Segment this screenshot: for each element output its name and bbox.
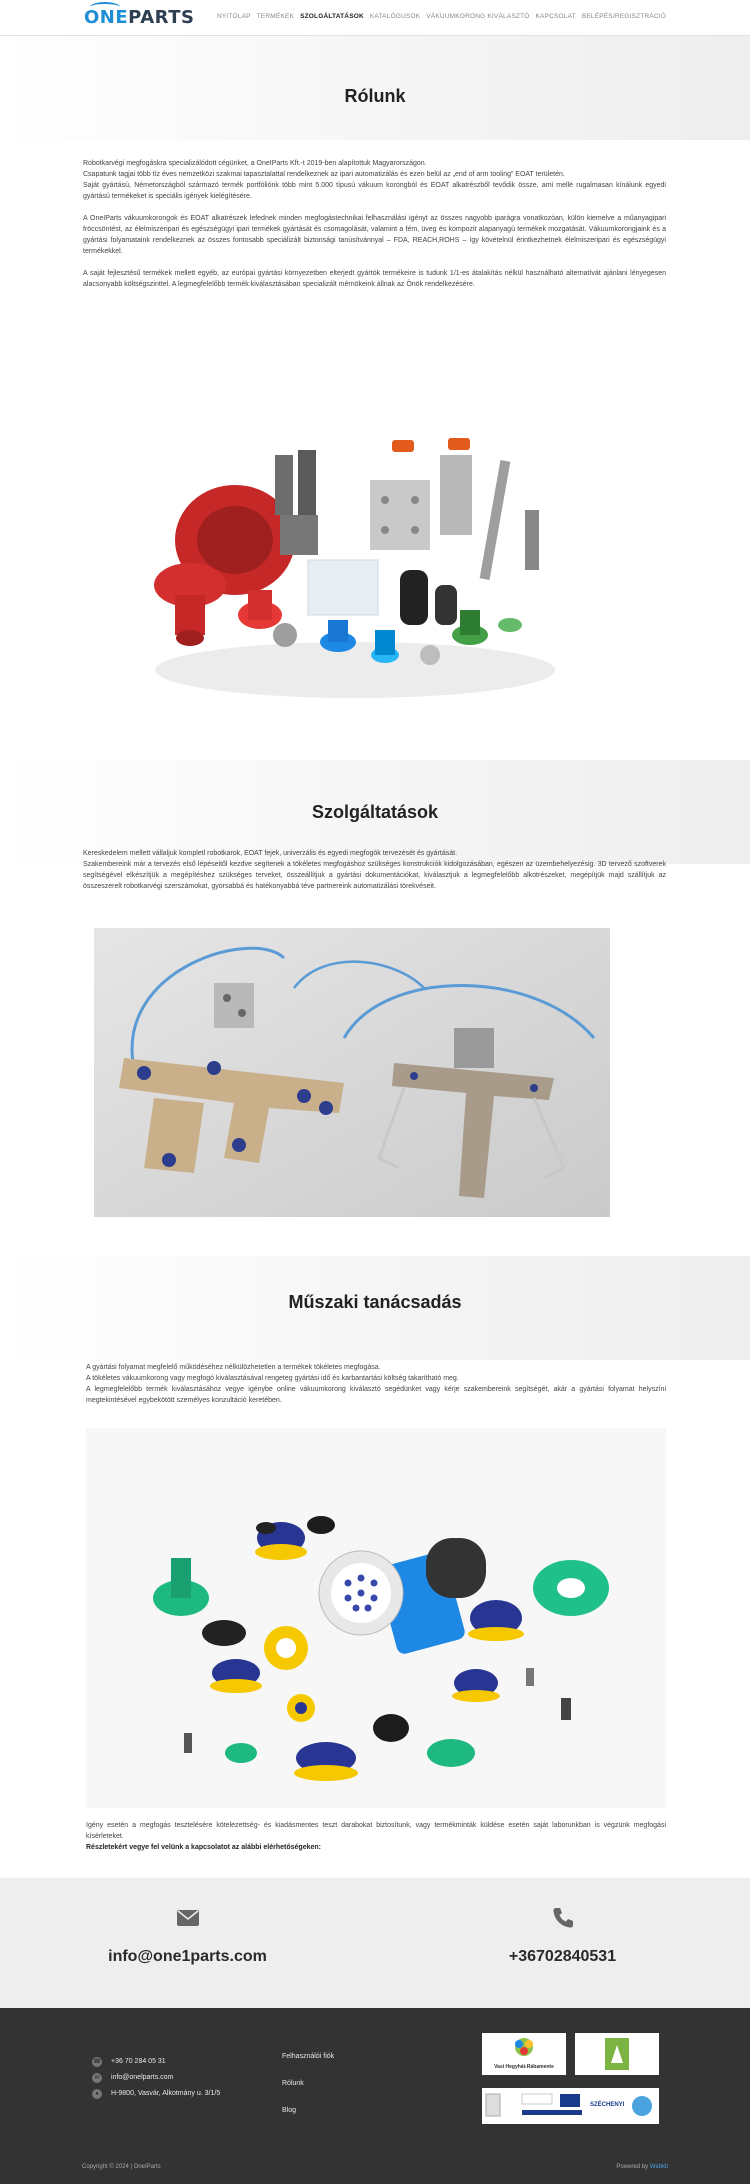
about-title-band bbox=[0, 36, 750, 140]
szechenyi-label: SZÉCHENYI bbox=[590, 2102, 625, 2108]
about-paragraph: Saját gyártású, Németországból származó termék portfóliónk több mint 5.000 típusú vákuum korongból és EOAT alkatrészből tevődik össze, ami mellé rugalmasan kínálunk egyedi gyártású termékeket is speciális igények kielégítésére. bbox=[83, 182, 666, 200]
footer-address-row bbox=[92, 2086, 220, 2101]
nav-item-products[interactable]: TERMÉKEK bbox=[256, 13, 295, 20]
site-footer bbox=[0, 2008, 750, 2184]
contact-email-block bbox=[0, 1878, 375, 2008]
services-text bbox=[83, 848, 666, 892]
site-logo[interactable] bbox=[84, 4, 194, 30]
contact-band bbox=[0, 1878, 750, 2008]
gripper-tools-image bbox=[94, 928, 610, 1217]
about-paragraph: Csapatunk tagjai több tíz éves nemzetközi szakmai tapasztalattal rendelkeznek az ipari automatizálás és ezen belül az „end of arm tooling” EOAT területén. bbox=[83, 171, 565, 178]
envelope-icon: ✉ bbox=[92, 2073, 102, 2083]
vasi-hegyhat-badge bbox=[482, 2033, 566, 2075]
consulting-paragraph: A legmegfelelőbb termék kiválasztásához vegye igénybe online vákuumkorong kiválasztó segédünket vagy kérje szakembereink segítségét, akár a gyártási folyamat helyszíni megtekintésével egybekötött személyes konzultáció keretében. bbox=[86, 1386, 666, 1404]
vacuum-cups-image bbox=[86, 1428, 666, 1808]
consulting-paragraph: Igény esetén a megfogás tesztelésére kötelezettség- és kiadásmentes teszt darabokat biztosítunk, vagy termékminták küldése esetén saját laborunkban is végzünk megfogási kísérleteket. bbox=[86, 1822, 666, 1840]
nav-item-cup-selector[interactable]: VÁKUUMKORONG KIVÁLASZTÓ bbox=[426, 13, 530, 20]
footer-email-row[interactable] bbox=[92, 2070, 220, 2085]
phone-icon: ☎ bbox=[92, 2057, 102, 2067]
logo-arc-icon bbox=[90, 2, 120, 12]
envelope-icon bbox=[176, 1906, 200, 1930]
footer-phone-row[interactable] bbox=[92, 2054, 220, 2069]
site-header bbox=[0, 0, 750, 36]
services-title: Szolgáltatások bbox=[311, 802, 439, 822]
logo-one-text: ONE bbox=[84, 6, 129, 28]
contact-phone-link[interactable]: +36702840531 bbox=[508, 1948, 617, 1965]
contact-phone-block bbox=[375, 1878, 750, 2008]
nav-item-catalogs[interactable]: KATALÓGUSOK bbox=[369, 13, 421, 20]
powered-by-link[interactable]: Webkit bbox=[649, 2164, 668, 2170]
consulting-paragraph: A gyártási folyamat megfelelő működéséhez nélkülözhetetlen a termékek tökéletes megfogása. bbox=[86, 1364, 381, 1371]
footer-phone: +36 70 284 05 31 bbox=[111, 2058, 166, 2065]
about-paragraph: A OneIParts vákuumkorongok és EOAT alkatrészek lefednek minden megfogástechnikai felhasználási igényt az összes nagyobb iparágra vonatkozóan, külön kiemelve a műanyagipari fröccsöntést, az élelmiszeripari és egészségügyi ipari termékek gyártását és csomagolását, valamint a fém, üveg és kompozit alapanyagú termékek mozgatását. Vákuumkorongjaink és a gyártási folyamataink rendelkeznek az összes fontosabb speciálizált biztonsági tanúsítvánnyal – FDA, REACH,ROHS – így kövételnül érintkezhetnek élelmiszeripari és egészségügyi termékekkel. bbox=[83, 215, 666, 255]
powered-by-label: Powered by bbox=[616, 2164, 649, 2170]
footer-links bbox=[282, 2052, 334, 2133]
services-paragraph: Kereskedelem mellett vállaljuk kompletl robotkarok, EOAT fejek, univerzális és egyedi megfogók tervezését és gyártását. bbox=[83, 850, 458, 857]
consulting-text bbox=[86, 1362, 666, 1406]
consulting-paragraph: A tökéletes vákuumkorong vagy megfogó kiválasztásával rengeteg gyártási idő és karbantartási költség takarítható meg. bbox=[86, 1375, 459, 1382]
footer-link-blog[interactable]: Blog bbox=[282, 2107, 297, 2114]
contact-email-link[interactable]: info@one1parts.com bbox=[108, 1948, 267, 1965]
footer-powered-by bbox=[616, 2164, 668, 2170]
about-paragraph: A saját fejlesztésű termékek mellett egyéb, az európai gyártási környezetben elterjedt gyártók termékeire is tudunk 1/1-es átalakítás nélkül használható alternatívát ajánlani lényegesen alacsonyabb költségszinttel. A legmegfelelőbb termék kiválasztásában specializált mérnökeink állnak az Önök rendelkezésére. bbox=[83, 270, 666, 288]
phone-icon bbox=[551, 1906, 575, 1930]
eu-funding-logo-icon bbox=[482, 2088, 659, 2124]
nav-item-services[interactable]: SZOLGÁLTATÁSOK bbox=[300, 13, 364, 20]
about-paragraph: Robotkarvégi megfogáskra specializálódott cégünket, a OneIParts Kft.-t 2019-ben alapítottuk Magyarországon. bbox=[83, 160, 427, 167]
location-pin-icon: ● bbox=[92, 2089, 102, 2099]
footer-address: H-9800, Vasvár, Alkotmány u. 3/1/5 bbox=[111, 2090, 221, 2097]
footer-email: info@onelparts.com bbox=[111, 2074, 174, 2081]
main-nav bbox=[217, 13, 666, 20]
consulting-contact-lead: Részletekért vegye fel velünk a kapcsolatot az alábbi elérhetőségeken: bbox=[86, 1844, 321, 1851]
logo-parts-text: PARTS bbox=[128, 6, 195, 28]
nav-item-home[interactable]: NYITÓLAP bbox=[216, 13, 251, 20]
consulting-text-bottom bbox=[86, 1820, 666, 1853]
nav-item-contact[interactable]: KAPCSOLAT bbox=[535, 13, 576, 20]
footer-contact-list bbox=[92, 2054, 220, 2102]
szechenyi-badge bbox=[482, 2088, 659, 2124]
about-title: Rólunk bbox=[344, 86, 406, 106]
leader-logo-icon bbox=[575, 2033, 659, 2075]
services-paragraph: Szakembereink már a tervezés első lépéseitől kezdve segítenek a tökéletes megfogáshoz szükséges konstrukciók kidolgozásában, egészen az üzembehelyezésig. 3D tervező szoftverek segítségével elkészítjük a megépítéshez szükséges terveket, összeállítjuk a gyártási dokumentációkat, kiválasztjuk a legmegfelelőbb alkotrészeket, megépítjük majd szállítjuk az összeszerelt robotkarvégi szerszámokat, gyorsabbá és hatékonyabbá téve partnereink automatizálási törekvéseit. bbox=[83, 861, 666, 890]
nav-item-login[interactable]: BELÉPÉS/REGISZTRÁCIÓ bbox=[581, 13, 666, 20]
consulting-title: Műszaki tanácsadás bbox=[288, 1292, 462, 1312]
leader-badge bbox=[575, 2033, 659, 2075]
eoat-products-image bbox=[130, 420, 580, 710]
footer-link-about[interactable]: Rólunk bbox=[282, 2080, 304, 2087]
consulting-title-band bbox=[0, 1256, 750, 1360]
footer-copyright: Copyright © 2024 | OneIParts bbox=[82, 2164, 161, 2170]
footer-link-account[interactable]: Felhasználói fiók bbox=[282, 2053, 335, 2060]
about-text bbox=[83, 158, 666, 290]
vasi-hegyhat-label: Vasi Hegyhát-Rábamente bbox=[494, 2064, 554, 2070]
